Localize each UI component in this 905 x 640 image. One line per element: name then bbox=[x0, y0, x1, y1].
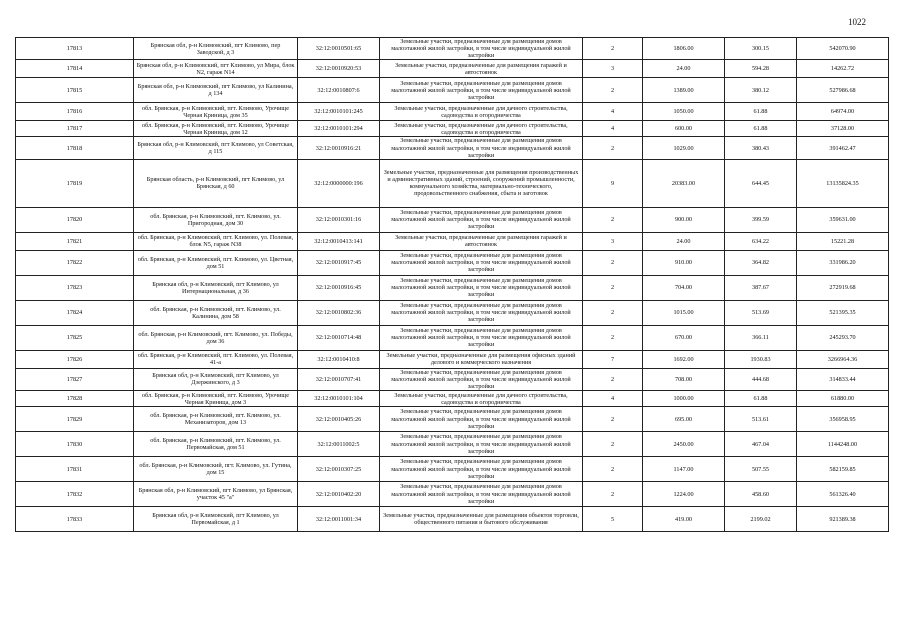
address-cell: обл. Брянская, р-н Климовский, пгт. Климово, ул. Гутина, дом 15 bbox=[134, 457, 298, 482]
area-cell: 1224.00 bbox=[643, 482, 725, 507]
row-number-cell: 17817 bbox=[16, 121, 134, 137]
table-row bbox=[16, 350, 889, 368]
cadastral-number-cell: 32:12:0010501:65 bbox=[298, 38, 380, 60]
cadastral-value-cell: 561326.40 bbox=[797, 482, 889, 507]
use-group-cell: 2 bbox=[583, 300, 643, 325]
address-cell: обл. Брянская, р-н Климовский, пгт. Климово, Урочище Черная Криница, дом 3 bbox=[134, 391, 298, 407]
cadastral-number-cell: 32:12:0010920:53 bbox=[298, 60, 380, 78]
table-row bbox=[16, 159, 889, 207]
cadastral-number-cell: 32:12:0011002:5 bbox=[298, 432, 380, 457]
address-cell: обл. Брянская, р-н Климовский, пгт. Климово, ул. Цветная, дом 51 bbox=[134, 250, 298, 275]
row-number-cell: 17818 bbox=[16, 137, 134, 159]
land-use-cell: Земельные участки, предназначенные для размещения производственных и административных зданий, строений, сооружений промышленности, коммунального хозяйства, материально-технического, продовольственного снабжения, сбыта и заготовок bbox=[380, 159, 583, 207]
area-cell: 24.00 bbox=[643, 232, 725, 250]
specific-value-cell: 387.67 bbox=[725, 275, 797, 300]
row-number-cell: 17819 bbox=[16, 159, 134, 207]
specific-value-cell: 300.15 bbox=[725, 38, 797, 60]
land-use-cell: Земельные участки, предназначенные для размещения домов малоэтажной жилой застройки, в том числе индивидуальной жилой застройки bbox=[380, 432, 583, 457]
table-row bbox=[16, 137, 889, 159]
area-cell: 600.00 bbox=[643, 121, 725, 137]
row-number-cell: 17833 bbox=[16, 507, 134, 532]
row-number-cell: 17825 bbox=[16, 325, 134, 350]
land-use-cell: Земельные участки, предназначенные для размещения домов малоэтажной жилой застройки, в том числе индивидуальной жилой застройки bbox=[380, 137, 583, 159]
specific-value-cell: 2199.02 bbox=[725, 507, 797, 532]
area-cell: 900.00 bbox=[643, 207, 725, 232]
specific-value-cell: 399.59 bbox=[725, 207, 797, 232]
cadastral-number-cell: 32:12:0010802:36 bbox=[298, 300, 380, 325]
cadastral-number-cell: 32:12:0010301:16 bbox=[298, 207, 380, 232]
area-cell: 704.00 bbox=[643, 275, 725, 300]
area-cell: 1015.00 bbox=[643, 300, 725, 325]
cadastral-value-cell: 356958.95 bbox=[797, 407, 889, 432]
cadastral-value-cell: 359631.00 bbox=[797, 207, 889, 232]
area-cell: 1000.00 bbox=[643, 391, 725, 407]
area-cell: 1692.00 bbox=[643, 350, 725, 368]
row-number-cell: 17826 bbox=[16, 350, 134, 368]
cadastral-value-cell: 245293.70 bbox=[797, 325, 889, 350]
row-number-cell: 17824 bbox=[16, 300, 134, 325]
use-group-cell: 2 bbox=[583, 407, 643, 432]
cadastral-value-cell: 314833.44 bbox=[797, 368, 889, 390]
row-number-cell: 17822 bbox=[16, 250, 134, 275]
cadastral-value-cell: 331986.20 bbox=[797, 250, 889, 275]
specific-value-cell: 61.88 bbox=[725, 121, 797, 137]
row-number-cell: 17828 bbox=[16, 391, 134, 407]
address-cell: обл. Брянская, р-н Климовский, пгт. Климово, Урочище Черная Криница, дом 12 bbox=[134, 121, 298, 137]
address-cell: обл. Брянская, р-н Климовский, пгт. Климово, ул. Полевая, блок N5, гараж N38 bbox=[134, 232, 298, 250]
area-cell: 24.00 bbox=[643, 60, 725, 78]
address-cell: Брянская обл, р-н Климовский, пгт Климово, ул Советская, д 115 bbox=[134, 137, 298, 159]
land-use-cell: Земельные участки, предназначенные для размещения домов малоэтажной жилой застройки, в том числе индивидуальной жилой застройки bbox=[380, 78, 583, 103]
address-cell: Брянская обл, р-н Климовский, пгт Климово, ул Калинина, д 134 bbox=[134, 78, 298, 103]
specific-value-cell: 513.61 bbox=[725, 407, 797, 432]
land-use-cell: Земельные участки, предназначенные для размещения домов малоэтажной жилой застройки, в том числе индивидуальной жилой застройки bbox=[380, 457, 583, 482]
cadastral-number-cell: 32:12:0010101:245 bbox=[298, 103, 380, 121]
row-number-cell: 17832 bbox=[16, 482, 134, 507]
specific-value-cell: 61.88 bbox=[725, 103, 797, 121]
address-cell: Брянская обл, р-н Климовский, пгт Климово, ул Брянская, участок 45 "а" bbox=[134, 482, 298, 507]
cadastral-number-cell: 32:12:0010101:104 bbox=[298, 391, 380, 407]
table-row bbox=[16, 507, 889, 532]
address-cell: Брянская обл, р-н Климовский, пгт Климово, ул Первомайская, д 1 bbox=[134, 507, 298, 532]
land-use-cell: Земельные участки, предназначенные для размещения домов малоэтажной жилой застройки, в том числе индивидуальной жилой застройки bbox=[380, 482, 583, 507]
specific-value-cell: 366.11 bbox=[725, 325, 797, 350]
cadastral-number-cell: 32:12:0010707:41 bbox=[298, 368, 380, 390]
area-cell: 1806.00 bbox=[643, 38, 725, 60]
cadastral-number-cell: 32:12:0000000:196 bbox=[298, 159, 380, 207]
table-row bbox=[16, 250, 889, 275]
cadastral-value-cell: 37128.00 bbox=[797, 121, 889, 137]
use-group-cell: 4 bbox=[583, 121, 643, 137]
address-cell: Брянская обл, р-н Климовский, пгт Климово, пер Заводской, д 3 bbox=[134, 38, 298, 60]
table-row bbox=[16, 38, 889, 60]
row-number-cell: 17830 bbox=[16, 432, 134, 457]
cadastral-value-cell: 14262.72 bbox=[797, 60, 889, 78]
specific-value-cell: 380.12 bbox=[725, 78, 797, 103]
use-group-cell: 4 bbox=[583, 391, 643, 407]
area-cell: 670.00 bbox=[643, 325, 725, 350]
area-cell: 1029.00 bbox=[643, 137, 725, 159]
table-row bbox=[16, 482, 889, 507]
cadastral-value-cell: 391462.47 bbox=[797, 137, 889, 159]
use-group-cell: 2 bbox=[583, 325, 643, 350]
row-number-cell: 17820 bbox=[16, 207, 134, 232]
cadastral-value-cell: 582159.85 bbox=[797, 457, 889, 482]
specific-value-cell: 507.55 bbox=[725, 457, 797, 482]
land-use-cell: Земельные участки, предназначенные для размещения гаражей и автостоянок bbox=[380, 232, 583, 250]
land-use-cell: Земельные участки, предназначенные для дачного строительства, садоводства и огородничества bbox=[380, 103, 583, 121]
address-cell: Брянская обл, р-н Климовский, пгт Климово, ул Интернациональная, д 36 bbox=[134, 275, 298, 300]
land-use-cell: Земельные участки, предназначенные для размещения офисных зданий делового и коммерческого назначения bbox=[380, 350, 583, 368]
use-group-cell: 3 bbox=[583, 232, 643, 250]
table-row bbox=[16, 368, 889, 390]
row-number-cell: 17823 bbox=[16, 275, 134, 300]
specific-value-cell: 444.68 bbox=[725, 368, 797, 390]
area-cell: 1147.00 bbox=[643, 457, 725, 482]
address-cell: обл. Брянская, р-н Климовский, пгт. Климово, ул. Калинина, дом 58 bbox=[134, 300, 298, 325]
address-cell: Брянская обл, р-н Климовский, пгт Климово, ул Мира, блок N2, гараж N14 bbox=[134, 60, 298, 78]
land-use-cell: Земельные участки, предназначенные для дачного строительства, садоводства и огородничества bbox=[380, 121, 583, 137]
cadastral-number-cell: 32:12:0010807:6 bbox=[298, 78, 380, 103]
use-group-cell: 2 bbox=[583, 78, 643, 103]
cadastral-number-cell: 32:12:0010307:25 bbox=[298, 457, 380, 482]
cadastral-value-cell: 61880.00 bbox=[797, 391, 889, 407]
table-row bbox=[16, 325, 889, 350]
table-row bbox=[16, 232, 889, 250]
address-cell: Брянская обл, р-н Климовский, пгт Климово, ул Дзержинского, д 3 bbox=[134, 368, 298, 390]
specific-value-cell: 61.88 bbox=[725, 391, 797, 407]
row-number-cell: 17814 bbox=[16, 60, 134, 78]
land-plots-table bbox=[15, 37, 889, 532]
cadastral-number-cell: 32:12:0010402:20 bbox=[298, 482, 380, 507]
table-row bbox=[16, 300, 889, 325]
cadastral-number-cell: 32:12:0010916:21 bbox=[298, 137, 380, 159]
use-group-cell: 4 bbox=[583, 103, 643, 121]
address-cell: обл. Брянская, р-н Климовский, пгт. Климово, ул. Первомайская, дом 51 bbox=[134, 432, 298, 457]
cadastral-number-cell: 32:12:0010413:141 bbox=[298, 232, 380, 250]
cadastral-value-cell: 13135824.35 bbox=[797, 159, 889, 207]
use-group-cell: 3 bbox=[583, 60, 643, 78]
land-use-cell: Земельные участки, предназначенные для размещения домов малоэтажной жилой застройки, в том числе индивидуальной жилой застройки bbox=[380, 407, 583, 432]
use-group-cell: 2 bbox=[583, 250, 643, 275]
row-number-cell: 17821 bbox=[16, 232, 134, 250]
area-cell: 910.00 bbox=[643, 250, 725, 275]
area-cell: 419.00 bbox=[643, 507, 725, 532]
area-cell: 708.00 bbox=[643, 368, 725, 390]
use-group-cell: 7 bbox=[583, 350, 643, 368]
row-number-cell: 17829 bbox=[16, 407, 134, 432]
specific-value-cell: 644.45 bbox=[725, 159, 797, 207]
specific-value-cell: 1930.83 bbox=[725, 350, 797, 368]
specific-value-cell: 594.28 bbox=[725, 60, 797, 78]
table-row bbox=[16, 407, 889, 432]
specific-value-cell: 380.43 bbox=[725, 137, 797, 159]
cadastral-value-cell: 542070.90 bbox=[797, 38, 889, 60]
row-number-cell: 17813 bbox=[16, 38, 134, 60]
area-cell: 1050.00 bbox=[643, 103, 725, 121]
land-use-cell: Земельные участки, предназначенные для размещения домов малоэтажной жилой застройки, в том числе индивидуальной жилой застройки bbox=[380, 207, 583, 232]
row-number-cell: 17827 bbox=[16, 368, 134, 390]
use-group-cell: 5 bbox=[583, 507, 643, 532]
address-cell: Брянская область, р-н Климовский, пгт Климово, ул Брянская, д 60 bbox=[134, 159, 298, 207]
cadastral-number-cell: 32:12:0011001:34 bbox=[298, 507, 380, 532]
use-group-cell: 2 bbox=[583, 38, 643, 60]
land-use-cell: Земельные участки, предназначенные для размещения домов малоэтажной жилой застройки, в том числе индивидуальной жилой застройки bbox=[380, 38, 583, 60]
land-use-cell: Земельные участки, предназначенные для размещения объектов торговли, общественного питания и бытового обслуживания bbox=[380, 507, 583, 532]
table-row bbox=[16, 391, 889, 407]
cadastral-value-cell: 1144248.00 bbox=[797, 432, 889, 457]
table-row bbox=[16, 207, 889, 232]
row-number-cell: 17831 bbox=[16, 457, 134, 482]
land-use-cell: Земельные участки, предназначенные для размещения домов малоэтажной жилой застройки, в том числе индивидуальной жилой застройки bbox=[380, 275, 583, 300]
area-cell: 1389.00 bbox=[643, 78, 725, 103]
land-use-cell: Земельные участки, предназначенные для размещения домов малоэтажной жилой застройки, в том числе индивидуальной жилой застройки bbox=[380, 368, 583, 390]
address-cell: обл. Брянская, р-н Климовский, пгт. Климово, ул. Пригородная, дом 30 bbox=[134, 207, 298, 232]
address-cell: обл. Брянская, р-н Климовский, пгт. Климово, Урочище Черная Криница, дом 35 bbox=[134, 103, 298, 121]
specific-value-cell: 467.04 bbox=[725, 432, 797, 457]
land-use-cell: Земельные участки, предназначенные для размещения гаражей и автостоянок bbox=[380, 60, 583, 78]
table-row bbox=[16, 275, 889, 300]
cadastral-number-cell: 32:12:0010714:48 bbox=[298, 325, 380, 350]
table-body bbox=[16, 38, 889, 532]
cadastral-number-cell: 32:12:0010410:8 bbox=[298, 350, 380, 368]
address-cell: обл. Брянская, р-н Климовский, пгт. Климово, ул. Полевая, 41-а bbox=[134, 350, 298, 368]
address-cell: обл. Брянская, р-н Климовский, пгт. Климово, ул. Победы, дом 36 bbox=[134, 325, 298, 350]
table-row bbox=[16, 121, 889, 137]
use-group-cell: 2 bbox=[583, 275, 643, 300]
table-row bbox=[16, 432, 889, 457]
use-group-cell: 2 bbox=[583, 207, 643, 232]
cadastral-number-cell: 32:12:0010405:26 bbox=[298, 407, 380, 432]
cadastral-number-cell: 32:12:0010916:45 bbox=[298, 275, 380, 300]
page-number: 1022 bbox=[848, 17, 866, 27]
cadastral-value-cell: 527986.68 bbox=[797, 78, 889, 103]
area-cell: 2450.00 bbox=[643, 432, 725, 457]
use-group-cell: 9 bbox=[583, 159, 643, 207]
specific-value-cell: 634.22 bbox=[725, 232, 797, 250]
specific-value-cell: 513.69 bbox=[725, 300, 797, 325]
land-use-cell: Земельные участки, предназначенные для дачного строительства, садоводства и огородничества bbox=[380, 391, 583, 407]
use-group-cell: 2 bbox=[583, 368, 643, 390]
table-row bbox=[16, 103, 889, 121]
use-group-cell: 2 bbox=[583, 137, 643, 159]
land-use-cell: Земельные участки, предназначенные для размещения домов малоэтажной жилой застройки, в том числе индивидуальной жилой застройки bbox=[380, 325, 583, 350]
row-number-cell: 17815 bbox=[16, 78, 134, 103]
use-group-cell: 2 bbox=[583, 457, 643, 482]
cadastral-number-cell: 32:12:0010101:294 bbox=[298, 121, 380, 137]
cadastral-value-cell: 921389.38 bbox=[797, 507, 889, 532]
use-group-cell: 2 bbox=[583, 482, 643, 507]
cadastral-value-cell: 521395.35 bbox=[797, 300, 889, 325]
land-use-cell: Земельные участки, предназначенные для размещения домов малоэтажной жилой застройки, в том числе индивидуальной жилой застройки bbox=[380, 300, 583, 325]
table-row bbox=[16, 457, 889, 482]
land-use-cell: Земельные участки, предназначенные для размещения домов малоэтажной жилой застройки, в том числе индивидуальной жилой застройки bbox=[380, 250, 583, 275]
address-cell: обл. Брянская, р-н Климовский, пгт. Климово, ул. Механизаторов, дом 13 bbox=[134, 407, 298, 432]
area-cell: 695.00 bbox=[643, 407, 725, 432]
cadastral-number-cell: 32:12:0010917:45 bbox=[298, 250, 380, 275]
table-row bbox=[16, 78, 889, 103]
specific-value-cell: 364.82 bbox=[725, 250, 797, 275]
area-cell: 20383.00 bbox=[643, 159, 725, 207]
use-group-cell: 2 bbox=[583, 432, 643, 457]
row-number-cell: 17816 bbox=[16, 103, 134, 121]
specific-value-cell: 458.60 bbox=[725, 482, 797, 507]
cadastral-value-cell: 15221.28 bbox=[797, 232, 889, 250]
cadastral-value-cell: 272919.68 bbox=[797, 275, 889, 300]
cadastral-value-cell: 3266964.36 bbox=[797, 350, 889, 368]
table-row bbox=[16, 60, 889, 78]
cadastral-value-cell: 64974.00 bbox=[797, 103, 889, 121]
